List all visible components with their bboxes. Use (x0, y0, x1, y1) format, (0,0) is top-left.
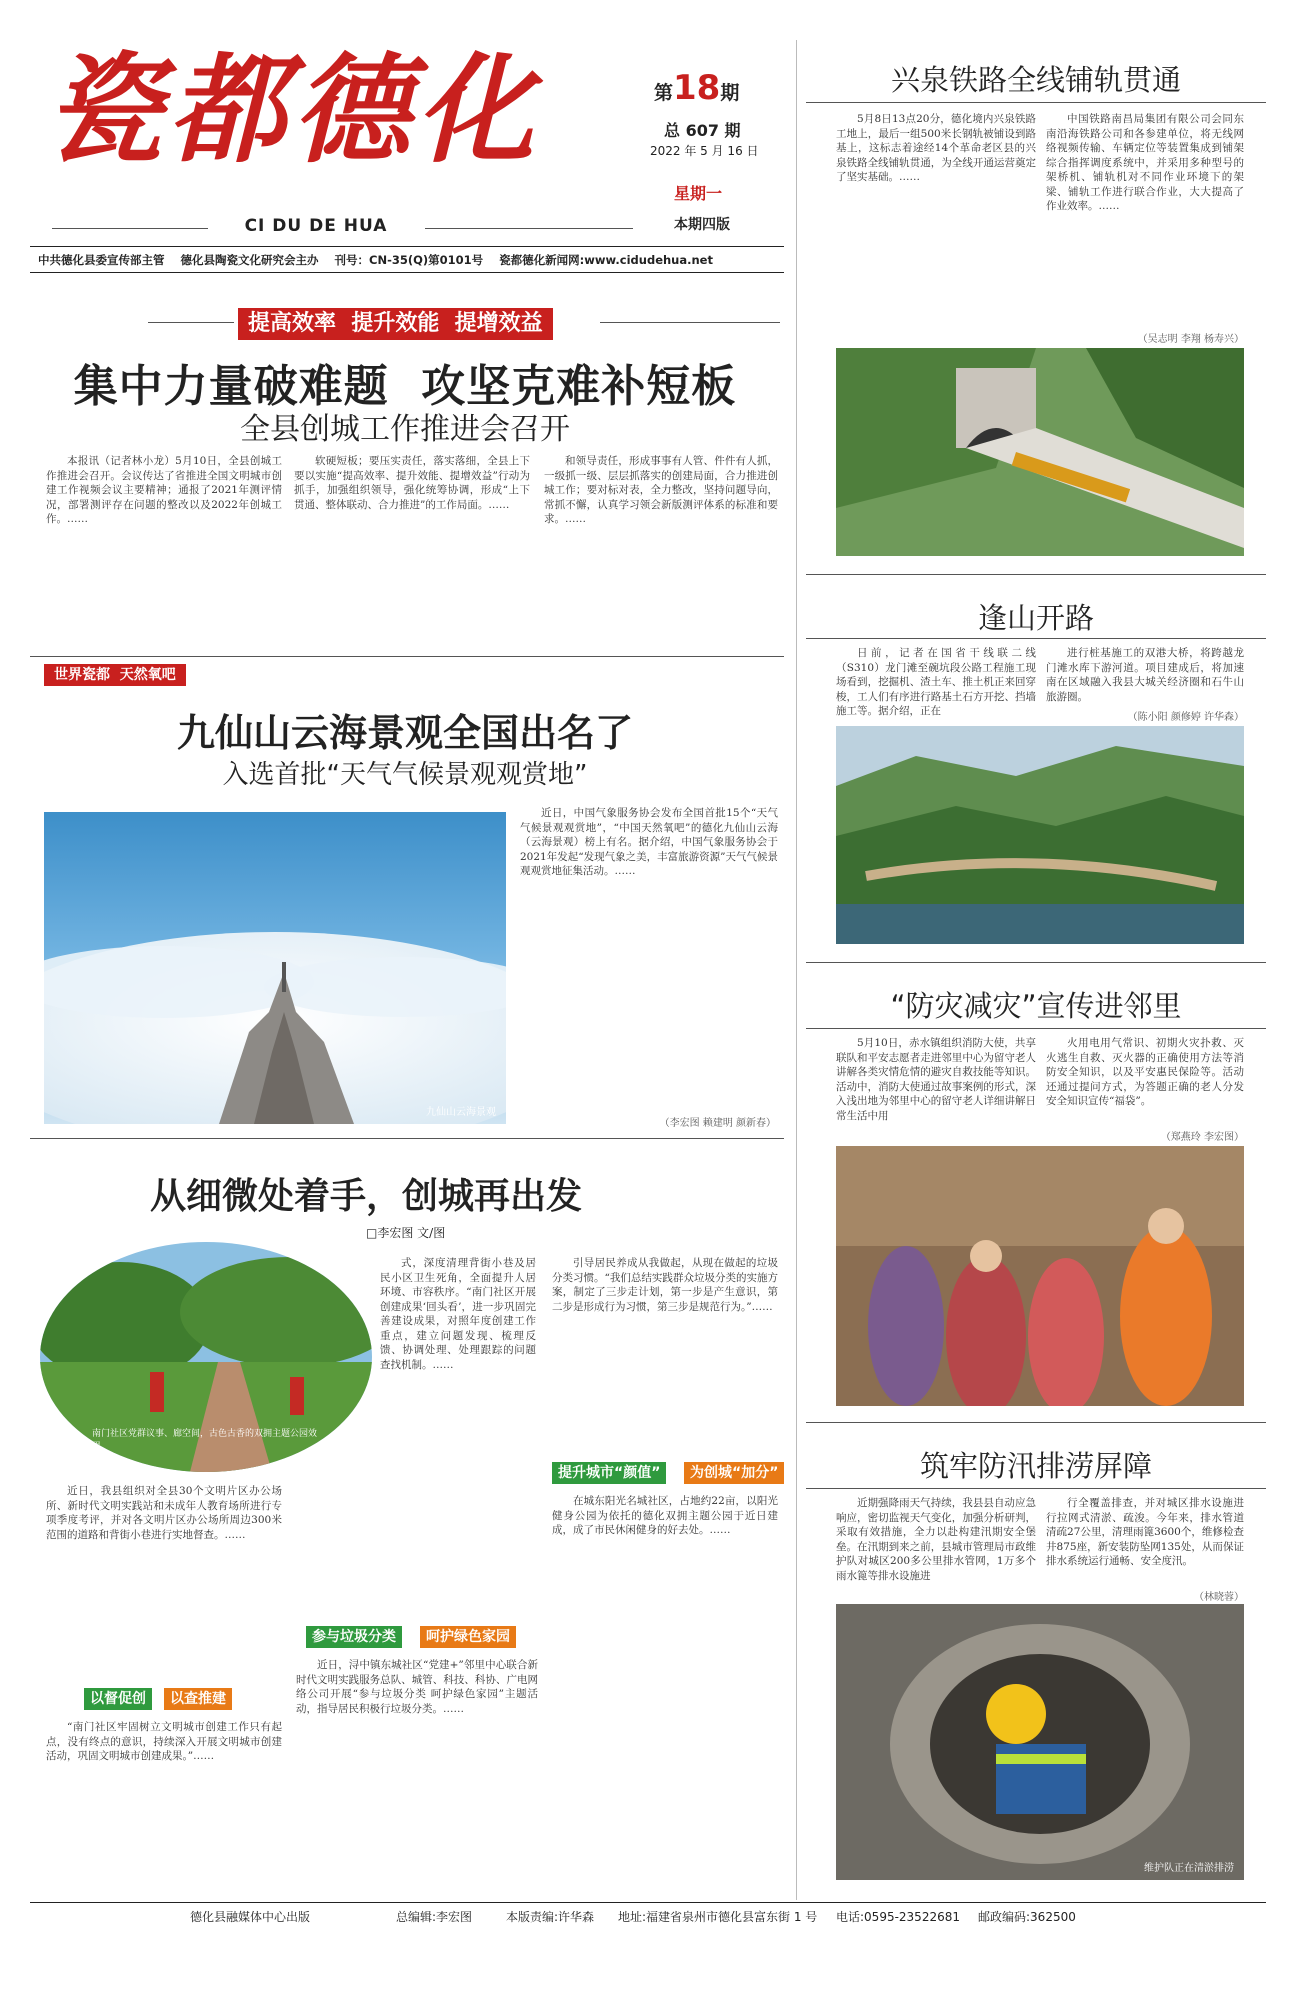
masthead-pinyin: CI DU DE HUA (244, 216, 388, 236)
xingquan-col-1: 5月8日13点20分，德化境内兴泉铁路工地上，最后一组500米长钢轨被铺设到路基上，这标志着途经14个革命老区县的兴泉铁路全线铺轨贯通，为全线开通运营奠定了坚实基础。…… (836, 113, 1036, 183)
chuangcheng-tag-5: 提升城市“颜值” (552, 1462, 666, 1484)
issue-suffix: 期 (720, 82, 740, 104)
fangxun-photo-caption: 维护队正在清淤排涝 (1144, 1863, 1234, 1874)
jiuxian-photo-caption: 九仙山云海景观 (426, 1107, 496, 1118)
footer-page-editor: 本版责编:许华森 (506, 1910, 595, 1924)
chuangcheng-col-3b: 在城东阳光名城社区，占地约22亩，以阳光健身公园为依托的德化双拥主题公园于近日建成，成了市民休闲健身的好去处。…… (552, 1495, 778, 1536)
footer-address: 地址:福建省泉州市德化县富东街 1 号 (618, 1910, 818, 1924)
total-issue: 总 607 期 (664, 121, 741, 140)
fangxun-col-1: 近期强降雨天气持续，我县县自动应急响应，密切监视天气变化，加强分析研判，采取有效措施，全力以赴构建汛期安全堡垒。在汛期到来之前，县城市管理局市政维护队对城区200多公里排水管网，1万多个雨水篦等排水设施进 (836, 1497, 1036, 1582)
footer-phone: 电话:0595-23522681 (836, 1910, 960, 1924)
fangzai-headline: “防灾减灾”宣传进邻里 (890, 989, 1182, 1023)
pages-count: 本期四版 (674, 217, 730, 233)
fangzai-credit: （郑燕玲 李宏图） (1160, 1132, 1244, 1143)
lead-kicker: 提高效率 提升效能 提增效益 (238, 308, 553, 340)
chuangcheng-tag-1: 以督促创 (84, 1688, 152, 1710)
masthead-title: 瓷都德化 (44, 40, 541, 179)
chuangcheng-photo-caption: 南门社区党群议事、廊空间，古色古香的双拥主题公园效果。 (92, 1429, 318, 1452)
fangzai-col-1: 5月10日，赤水镇组织消防大使，共享联队和平安志愿者走进邻里中心为留守老人讲解各类灾情危情的避灾自救技能等知识。活动中，消防大使通过故事案例的形式，深入浅出地为邻里中心的留守老人详细讲解日常生活中用 (836, 1037, 1036, 1122)
fengshan-credit: （陈小阳 颜修婷 许华森） (1127, 712, 1244, 723)
lead-subhead: 全县创城工作推进会召开 (240, 412, 570, 447)
chuangcheng-tag-2: 以查推建 (164, 1688, 232, 1710)
xingquan-credit: （吴志明 李翔 杨寿兴） (1137, 334, 1244, 345)
jiuxian-subhead: 入选首批“天气气候景观观赏地” (222, 760, 588, 790)
chuangcheng-col-1: 近日，我县组织对全县30个文明片区办公场所、新时代文明实践站和未成年人教育场所进行专项季度考评，并对各文明片区办公场所周边300米范围的道路和背街小巷进行实地督查。…… (46, 1485, 282, 1541)
xingquan-col-2: 中国铁路南昌局集团有限公司会同东南沿海铁路公司和各参建单位，将无线网络视频传输、车辆定位等装置集成到铺架综合指挥调度系统中，并采用多种型号的架桥机、铺轨机对不同作业环境下的架梁、铺轨工作进行联合作业，大大提高了作业效率。…… (1046, 113, 1244, 212)
issue-number: 18 (673, 68, 721, 108)
jiuxian-headline: 九仙山云海景观全国出名了 (176, 710, 633, 755)
masthead-info-line: 中共德化县委宣传部主管 德化县陶瓷文化研究会主办 刊号：CN-35(Q)第0101号 瓷都德化新闻网:www.cidudehua.net (38, 253, 713, 267)
xingquan-headline: 兴泉铁路全线铺轨贯通 (890, 63, 1181, 97)
footer-bar (30, 1908, 1266, 1928)
footer-postcode: 邮政编码:362500 (978, 1910, 1076, 1924)
fangxun-photo (836, 1604, 1244, 1880)
chuangcheng-col-1b: “南门社区牢固树立文明城市创建工作只有起点，没有终点的意识，持续深入开展文明城市创建活动，巩固文明城市创建成果。”…… (46, 1721, 282, 1762)
footer-editor: 总编辑:李宏图 (396, 1910, 473, 1924)
fangxun-col-2: 行全覆盖排查，并对城区排水设施进行拉网式清淤、疏浚。今年来，排水管道清疏27公里，清理雨篦3600个，维修检查井875座，新安装防坠网135处，从而保证排水系统运行通畅、安全度汛。 (1046, 1497, 1244, 1567)
masthead-logo (44, 40, 604, 180)
chuangcheng-tag-4: 呵护绿色家园 (420, 1626, 516, 1648)
fengshan-headline: 逢山开路 (977, 601, 1094, 635)
chuangcheng-tag-3: 参与垃圾分类 (306, 1626, 402, 1648)
chuangcheng-col-3a: 引导居民养成从我做起，从现在做起的垃圾分类习惯。“我们总结实践群众垃圾分类的实施方案，制定了三步走计划，第一步是产生意识，第二步是形成行为习惯，第三步是规范行为。”…… (552, 1257, 778, 1313)
chuangcheng-tag-6: 为创城“加分” (684, 1462, 784, 1484)
chuangcheng-headline: 从细微处着手，创城再出发 (150, 1175, 583, 1217)
jiuxian-body: 近日，中国气象服务协会发布全国首批15个“天气气候景观观赏地”，“中国天然氧吧”的德化九仙山云海（云海景观）榜上有名。据介绍，中国气象服务协会于2021年发起“发现气象之美，丰富旅游资源”天气气候景观观赏地征集活动。…… (520, 807, 778, 877)
issue-number-block (654, 68, 764, 108)
lead-col-3: 和领导责任，形成事事有人管、件件有人抓，一级抓一级、层层抓落实的创建局面，合力推进创城工作；要对标对表，全力整改，坚持问题导向，常抓不懈，认真学习领会新版测评体系的标准和要求。…… (544, 455, 778, 525)
lead-headline: 集中力量破难题 攻坚克难补短板 (73, 361, 737, 412)
issue-date: 2022 年 5 月 16 日 (650, 144, 759, 158)
jiuxian-photo (44, 812, 506, 1124)
xingquan-photo (836, 348, 1244, 556)
chuangcheng-photo (40, 1242, 372, 1472)
weekday: 星期一 (674, 184, 723, 203)
chuangcheng-byline: □李宏图 文/图 (366, 1226, 446, 1240)
chuangcheng-col-2a: 式，深度清理背街小巷及居民小区卫生死角，全面提升人居环境、市容秩序。“南门社区开展创建成果‘回头看’，进一步巩固完善建设成果，对照年度创建工作重点，建立问题发现、梳理反馈、协调处理、处理跟踪的问题查找机制。…… (380, 1257, 536, 1371)
footer-publisher: 德化县融媒体中心出版 (190, 1910, 311, 1924)
fengshan-col-1: 日前，记者在国省干线联二线（S310）龙门滩至碗坑段公路工程施工现场看到，挖掘机、渣土车、推土机正来回穿梭，工人们有序进行路基土石方开挖、挡墙施工等。据介绍，正在 (836, 647, 1036, 717)
lead-col-2: 软硬短板；要压实责任，落实落细，全县上下要以实施“提高效率、提升效能、提增效益”行动为抓手，加强组织领导，强化统筹协调，形成“上下贯通、整体联动、合力推进”的工作局面。…… (294, 455, 530, 511)
lead-col-1: 本报讯（记者林小龙）5月10日，全县创城工作推进会召开。会议传达了省推进全国文明城市创建工作视频会议主要精神；通报了2021年测评情况，部署测评存在问题的整改以及2022年创城工作。…… (46, 455, 282, 525)
fangxun-headline: 筑牢防汛排涝屏障 (919, 1449, 1152, 1483)
issue-prefix: 第 (654, 82, 674, 104)
fangzai-photo (836, 1146, 1244, 1406)
chuangcheng-col-2b: 近日，浔中镇东城社区“党建+”邻里中心联合新时代文明实践服务总队、城管、科技、科协、广电网络公司开展“参与垃圾分类 呵护绿色家园”主题活动，指导居民积极行垃圾分类。…… (296, 1659, 538, 1715)
fangxun-credit: （林晓蓉） (1194, 1592, 1244, 1603)
jiuxian-tag: 世界瓷都 天然氧吧 (44, 664, 186, 686)
fengshan-col-2: 进行桩基施工的双港大桥，将跨越龙门滩水库下游河道。项目建成后，将加速南在区域融入我县大城关经济圈和石牛山旅游圈。 (1046, 647, 1244, 703)
jiuxian-credit: （李宏图 赖建明 颜新春） (659, 1118, 776, 1129)
fengshan-photo (836, 726, 1244, 944)
fangzai-col-2: 火用电用气常识、初期火灾扑救、灭火逃生自救、灭火器的正确使用方法等消防安全知识，以及平安惠民保险等。活动还通过提问方式，为答题正确的老人分发安全知识宣传“福袋”。 (1046, 1037, 1244, 1107)
